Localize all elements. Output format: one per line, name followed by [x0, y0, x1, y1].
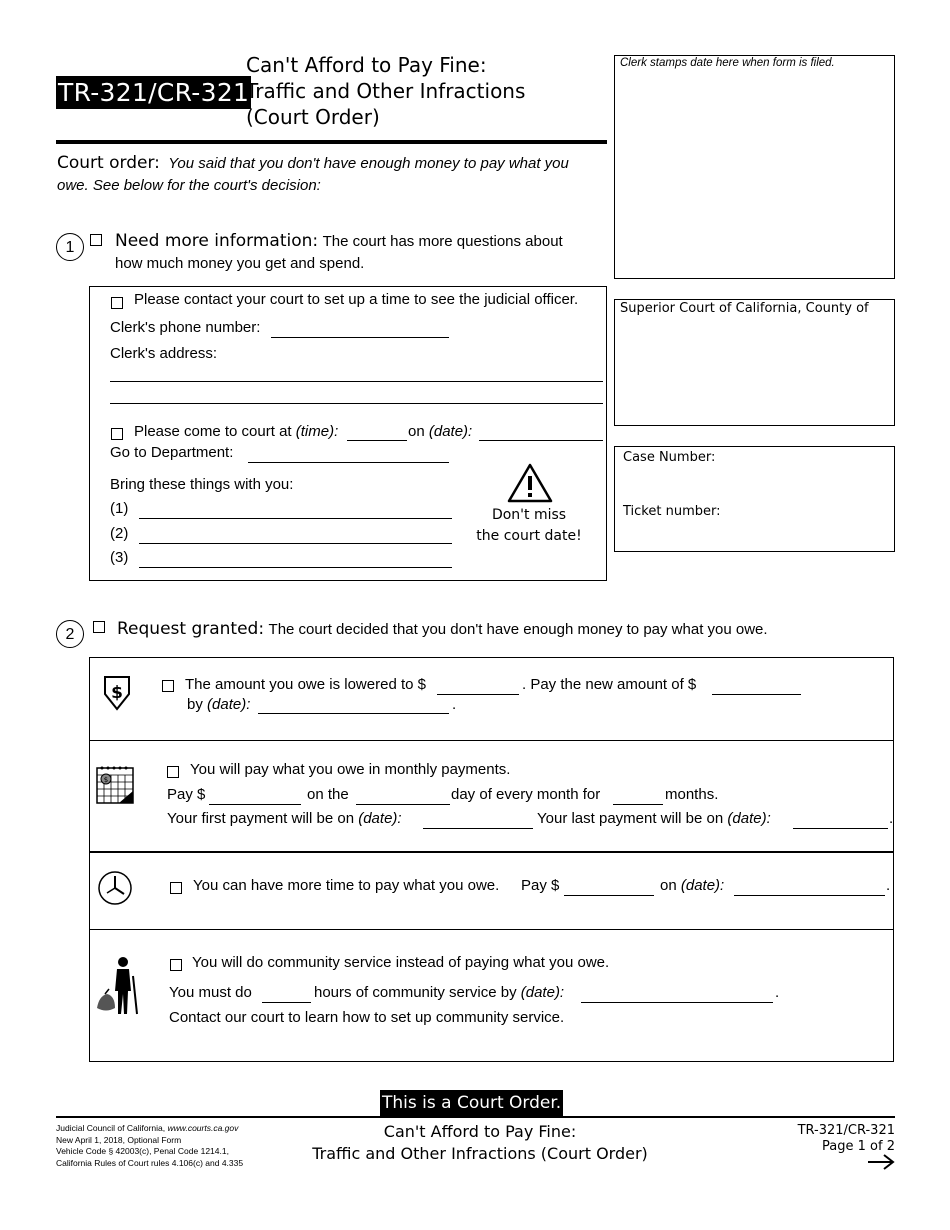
warning-icon: [506, 462, 554, 504]
footer-left: [56, 1123, 243, 1169]
monthly-title: You will pay what you owe in monthly payments.: [190, 761, 511, 778]
on-the-label: on the: [307, 786, 349, 803]
community-service-date-field[interactable]: [581, 1002, 773, 1003]
case-info-box[interactable]: [614, 446, 895, 552]
warning-line-1: Don't miss: [491, 507, 567, 523]
footer-code-ref: Vehicle Code § 42003(c), Penal Code 1214.1,: [56, 1146, 229, 1156]
community-service-icon: [95, 956, 139, 1016]
form-title: [246, 52, 525, 130]
number-of-months-field[interactable]: [613, 804, 663, 805]
months-label: months.: [665, 786, 719, 803]
by-date-text: [187, 696, 250, 713]
more-time-on-label: on: [660, 877, 677, 894]
svg-text:$: $: [103, 776, 109, 784]
header-rule: [56, 140, 607, 144]
on-date-text: [408, 423, 472, 440]
form-id: TR-321/CR-321: [58, 78, 250, 107]
more-time-checkbox[interactable]: [170, 882, 182, 894]
date-label: (date):: [428, 423, 473, 440]
community-service-title: You will do community service instead of paying what you owe.: [192, 954, 610, 971]
by-label: by: [187, 696, 203, 713]
item-2-field[interactable]: [139, 543, 452, 544]
need-info-text-2: how much money you get and spend.: [115, 255, 365, 272]
more-time-amount-field[interactable]: [564, 895, 654, 896]
footer-url[interactable]: www.courts.ca.gov: [167, 1123, 239, 1133]
section-1-number: 1: [56, 233, 84, 261]
more-time-text: You can have more time to pay what you owe.: [193, 877, 500, 894]
court-order-intro: [57, 152, 602, 197]
svg-text:$: $: [111, 683, 123, 703]
lowered-text: The amount you owe is lowered to $: [185, 676, 426, 693]
lowered-amount-field[interactable]: [437, 694, 519, 695]
footer-title-line-1: Can't Afford to Pay Fine:: [383, 1122, 577, 1141]
request-granted-heading: Request granted:: [117, 619, 265, 639]
lowered-by-date-field[interactable]: [258, 713, 449, 714]
title-line-1: Can't Afford to Pay Fine:: [246, 53, 487, 77]
footer-right: [760, 1123, 895, 1155]
clerk-stamp-box: [614, 55, 895, 279]
community-period: .: [775, 984, 780, 1001]
clerk-address-label: Clerk's address:: [110, 345, 218, 362]
hours-by-label: hours of community service by: [314, 984, 517, 1001]
more-time-period: .: [886, 877, 891, 894]
day-of-month-field[interactable]: [356, 804, 450, 805]
clerk-address-line-1[interactable]: [110, 381, 603, 382]
footer-title: [240, 1121, 720, 1165]
item-3-label: (3): [110, 549, 129, 566]
contact-court-text: Please contact your court to set up a time to see the judicial officer.: [134, 291, 579, 308]
community-service-checkbox[interactable]: [170, 959, 182, 971]
footer-council: Judicial Council of California,: [56, 1123, 166, 1133]
first-payment-date-label: (date):: [358, 810, 402, 827]
section-2-header: [117, 618, 768, 641]
next-page-arrow-icon[interactable]: [866, 1152, 896, 1172]
item-3-field[interactable]: [139, 567, 452, 568]
need-info-text-1: The court has more questions about: [322, 233, 563, 250]
court-order-label: Court order:: [57, 153, 160, 173]
calendar-icon: [95, 763, 137, 805]
monthly-amount-field[interactable]: [209, 804, 301, 805]
footer-rule: [56, 1116, 895, 1118]
need-info-heading: Need more information:: [115, 231, 319, 251]
title-line-3: (Court Order): [246, 105, 380, 129]
hours-field[interactable]: [262, 1002, 311, 1003]
lowered-dollar-icon: [100, 674, 134, 712]
page-number: Page 1 of 2: [822, 1139, 895, 1154]
must-do-label: You must do: [169, 984, 252, 1001]
last-payment-date-field[interactable]: [793, 828, 888, 829]
day-of-month-label: day of every month for: [451, 786, 601, 803]
more-time-date-field[interactable]: [734, 895, 885, 896]
clock-icon: [96, 869, 136, 907]
lowered-period: .: [452, 696, 457, 713]
court-order-text: You said that you don't have enough money to pay what you owe. See below for the court's decision:: [57, 155, 569, 194]
clerk-phone-label: Clerk's phone number:: [110, 319, 261, 336]
first-payment-label: Your first payment will be on: [167, 810, 355, 827]
item-1-field[interactable]: [139, 518, 452, 519]
on-label: on: [408, 423, 425, 440]
more-time-pay-label: Pay $: [521, 877, 560, 894]
clerk-address-line-2[interactable]: [110, 403, 603, 404]
more-time-date-text: [660, 877, 724, 894]
request-granted-checkbox[interactable]: [93, 621, 105, 633]
come-to-court-checkbox[interactable]: [111, 428, 123, 440]
new-amount-field[interactable]: [712, 694, 801, 695]
department-field[interactable]: [248, 462, 449, 463]
clerk-phone-field[interactable]: [271, 337, 449, 338]
case-number-label: Case Number:: [623, 450, 716, 465]
request-granted-text: The court decided that you don't have enough money to pay what you owe.: [268, 621, 768, 638]
hours-by-text: [314, 984, 564, 1001]
clerk-stamp-label: Clerk stamps date here when form is filed.: [620, 57, 835, 69]
superior-court-label: Superior Court of California, County of: [620, 301, 869, 316]
section-2-number: 2: [56, 620, 84, 648]
department-label: Go to Department:: [110, 444, 234, 461]
monthly-period: .: [889, 810, 894, 827]
footer-form-id: TR-321/CR-321: [797, 1123, 895, 1138]
monthly-checkbox[interactable]: [167, 766, 179, 778]
warning-text: [468, 505, 590, 547]
first-payment-text: [167, 810, 402, 827]
last-payment-text: [537, 810, 771, 827]
section-1-header: [115, 230, 595, 275]
title-line-2: Traffic and Other Infractions: [246, 79, 526, 103]
item-2-label: (2): [110, 525, 129, 542]
first-payment-date-field[interactable]: [423, 828, 533, 829]
ticket-number-label: Ticket number:: [623, 504, 721, 519]
court-date-field[interactable]: [479, 440, 603, 441]
superior-court-box[interactable]: [614, 299, 895, 426]
contact-court-checkbox[interactable]: [111, 297, 123, 309]
need-info-checkbox[interactable]: [90, 234, 102, 246]
last-payment-label: Your last payment will be on: [537, 810, 724, 827]
item-1-label: (1): [110, 500, 129, 517]
come-to-court-text: [134, 423, 338, 440]
hours-by-date-label: (date):: [520, 984, 565, 1001]
time-label: (time):: [295, 423, 339, 440]
come-to-court-label: Please come to court at: [134, 423, 292, 440]
last-payment-date-label: (date):: [727, 810, 771, 827]
footer-rules-ref: California Rules of Court rules 4.106(c) and 4.335: [56, 1157, 244, 1168]
lowered-checkbox[interactable]: [162, 680, 174, 692]
bring-things-label: Bring these things with you:: [110, 476, 294, 493]
contact-service-text: Contact our court to learn how to set up community service.: [169, 1009, 565, 1026]
court-time-field[interactable]: [347, 440, 407, 441]
footer-title-line-2: Traffic and Other Infractions (Court Order): [312, 1144, 648, 1163]
pay-new-amount-text: . Pay the new amount of $: [522, 676, 697, 693]
court-order-banner: This is a Court Order.: [380, 1090, 563, 1116]
by-date-label: (date):: [207, 696, 251, 713]
monthly-pay-label: Pay $: [167, 786, 206, 803]
footer-form-date: New April 1, 2018, Optional Form: [56, 1134, 182, 1145]
more-time-date-label: (date):: [680, 877, 725, 894]
warning-line-2: the court date!: [476, 528, 582, 544]
